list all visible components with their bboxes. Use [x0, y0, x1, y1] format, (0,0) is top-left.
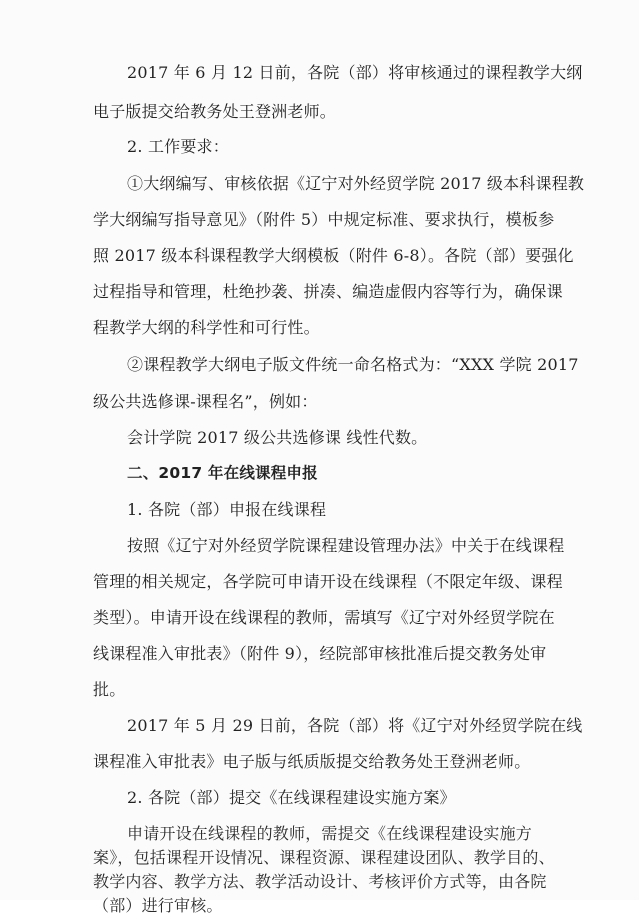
- requirement-one-line-4: 过程指导和管理，杜绝抄袭、拼凑、编造虚假内容等行为，确保课: [93, 282, 563, 301]
- application-rules-line-1: 按照《辽宁对外经贸学院课程建设管理办法》中关于在线课程: [127, 536, 565, 555]
- application-rules-line-2: 管理的相关规定，各学院可申请开设在线课程（不限定年级、课程: [93, 572, 563, 591]
- implementation-plan-line-3: 教学内容、教学方法、教学活动设计、考核评价方式等，由各院: [93, 872, 547, 891]
- implementation-plan-line-4: （部）进行审核。: [93, 896, 223, 915]
- paragraph-deadline-line-2: 电子版提交给教务处王登洲老师。: [93, 102, 337, 121]
- requirement-one-line-3: 照 2017 级本科课程教学大纲模板（附件 6-8）。各院（部）要强化: [93, 246, 574, 265]
- application-rules-line-4: 线课程准入审批表》（附件 9），经院部审核批准后提交教务处审: [93, 644, 547, 663]
- paragraph-deadline-line-1: 2017 年 6 月 12 日前，各院（部）将审核通过的课程教学大纲: [127, 63, 583, 82]
- requirement-one-line-1: ①大纲编写、审核依据《辽宁对外经贸学院 2017 级本科课程教: [127, 174, 585, 193]
- implementation-plan-line-2: 案》，包括课程开设情况、课程资源、课程建设团队、教学目的、: [93, 848, 555, 867]
- application-rules-line-3: 类型）。申请开设在线课程的教师，需填写《辽宁对外经贸学院在: [93, 608, 555, 627]
- subsection-heading-online-course-application: 1. 各院（部）申报在线课程: [127, 500, 327, 519]
- subsection-heading-implementation-plan: 2. 各院（部）提交《在线课程建设实施方案》: [127, 788, 456, 807]
- work-requirements-heading: 2. 工作要求：: [127, 137, 229, 156]
- requirement-two-line-2: 级公共选修课-课程名”，例如：: [93, 392, 318, 411]
- implementation-plan-line-1: 申请开设在线课程的教师，需提交《在线课程建设实施方: [127, 824, 533, 843]
- requirement-two-line-1: ②课程教学大纲电子版文件统一命名格式为：“XXX 学院 2017: [127, 355, 579, 374]
- naming-example: 会计学院 2017 级公共选修课 线性代数。: [127, 428, 428, 447]
- requirement-one-line-5: 程教学大纲的科学性和可行性。: [93, 318, 320, 337]
- section-heading-online-course: 二、2017 年在线课程申报: [127, 464, 318, 482]
- submission-deadline-line-1: 2017 年 5 月 29 日前，各院（部）将《辽宁对外经贸学院在线: [127, 716, 583, 735]
- requirement-one-line-2: 学大纲编写指导意见》（附件 5）中规定标准、要求执行，模板参: [93, 210, 555, 229]
- application-rules-line-5: 批。: [93, 680, 126, 699]
- submission-deadline-line-2: 课程准入审批表》电子版与纸质版提交给教务处王登洲老师。: [93, 752, 531, 771]
